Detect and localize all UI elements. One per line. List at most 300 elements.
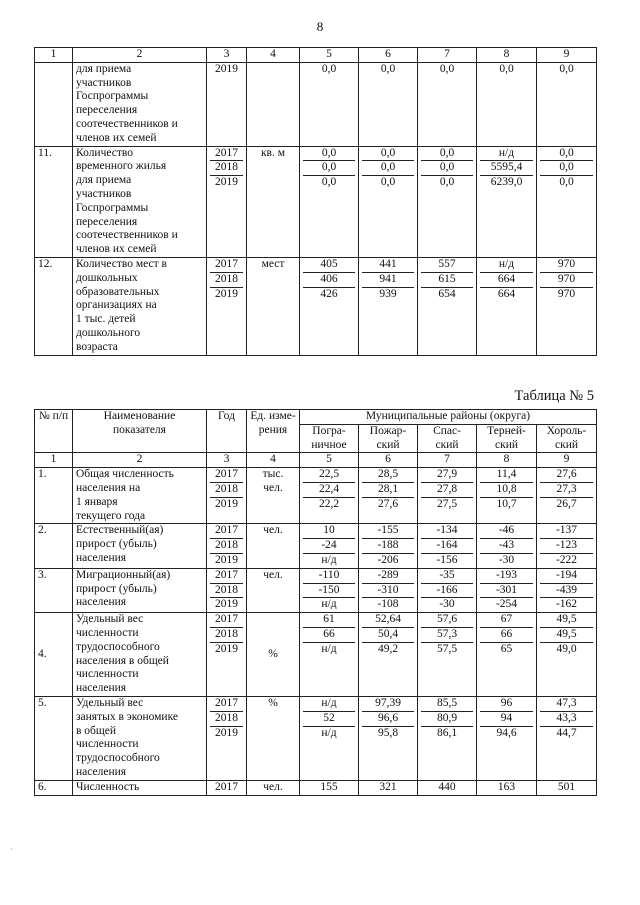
- value-cell-entry: -110: [318, 568, 340, 581]
- value-cell: [418, 62, 477, 146]
- header-district: Пожар- ский: [359, 424, 418, 453]
- value-cell-entry: 0,0: [421, 175, 473, 190]
- value-cell: [418, 146, 477, 257]
- value-cell-entry: 49,2: [362, 642, 414, 657]
- year-cell: [207, 257, 247, 355]
- year-cell: [207, 613, 247, 697]
- value-cell: [477, 613, 537, 697]
- value-cell-entry: 501: [557, 780, 576, 793]
- indicator-row: [35, 146, 597, 257]
- column-number: 8: [477, 48, 537, 63]
- value-cell-entry: 970: [540, 272, 593, 287]
- value-cell-entry: 50,4: [362, 627, 414, 642]
- value-cell-entry: н/д: [498, 146, 515, 159]
- value-cell-entry: 0,0: [303, 175, 355, 190]
- value-cell-entry: 11,4: [496, 468, 517, 481]
- value-cell-entry: 44,7: [540, 726, 593, 741]
- unit-cell: [247, 524, 300, 568]
- indicator-name-line: Госпрограммы: [76, 90, 149, 103]
- year-cell-entry: 2018: [210, 160, 243, 175]
- value-cell-entry: 22,2: [303, 497, 355, 512]
- indicator-name-line: Общая численность: [76, 468, 174, 481]
- value-cell-entry: н/д: [303, 597, 355, 612]
- value-cell: [537, 613, 597, 697]
- indicator-name-line: населения: [76, 596, 127, 609]
- value-cell-entry: 155: [320, 780, 338, 793]
- indicator-name: [73, 524, 207, 568]
- value-cell: [477, 524, 537, 568]
- value-cell-entry: 96,6: [362, 711, 414, 726]
- indicator-name-line: дошкольного: [76, 326, 141, 339]
- value-cell-entry: 61: [323, 613, 335, 626]
- year-cell-entry: 2019: [210, 642, 243, 657]
- unit-cell-line: чел.: [263, 568, 283, 581]
- value-cell-entry: 10,7: [480, 497, 533, 512]
- indicator-row: [35, 696, 597, 780]
- value-cell-entry: -194: [555, 568, 578, 581]
- value-cell-entry: 86,1: [421, 726, 473, 741]
- unit-cell: мест: [247, 257, 300, 355]
- indicator-name-line: возраста: [76, 340, 118, 353]
- value-cell-entry: 96: [500, 696, 513, 709]
- value-cell-entry: 95,8: [362, 726, 414, 741]
- indicator-name: [73, 62, 207, 146]
- value-cell-entry: -30: [421, 597, 473, 612]
- value-cell-entry: -30: [480, 553, 533, 568]
- column-number: 8: [477, 453, 537, 468]
- indicator-name-line: населения: [76, 765, 127, 778]
- continued-indicators-table: [34, 47, 597, 356]
- value-cell-entry: 426: [303, 287, 355, 302]
- year-cell-entry: 2019: [215, 62, 238, 75]
- year-cell-entry: 2018: [210, 583, 243, 598]
- year-cell: [207, 62, 247, 146]
- header-unit: Ед. изме- рения: [247, 410, 300, 453]
- value-cell: [418, 568, 477, 612]
- value-cell-entry: 441: [379, 257, 397, 270]
- value-cell: [359, 257, 418, 355]
- indicator-name-line: населения: [76, 551, 127, 564]
- year-cell-entry: 2018: [210, 272, 243, 287]
- unit-cell-line: чел.: [263, 524, 283, 537]
- value-cell-entry: 406: [303, 272, 355, 287]
- value-cell-entry: 0,0: [540, 175, 593, 190]
- year-cell: [207, 146, 247, 257]
- header-district: Терней- ский: [477, 424, 537, 453]
- unit-cell: [247, 613, 300, 697]
- indicator-name-line: Удельный вес: [76, 696, 144, 709]
- indicator-name-line: 1 тыс. детей: [76, 313, 136, 326]
- value-cell: [300, 613, 359, 697]
- value-cell-entry: 80,9: [421, 711, 473, 726]
- value-cell: [300, 696, 359, 780]
- indicator-name-line: переселения: [76, 104, 138, 117]
- value-cell-entry: -166: [421, 583, 473, 598]
- year-cell: [207, 468, 247, 524]
- value-cell-entry: н/д: [498, 257, 515, 270]
- value-cell: [537, 62, 597, 146]
- column-number: 9: [537, 48, 597, 63]
- value-cell-entry: 66: [480, 627, 533, 642]
- unit-cell: [247, 780, 300, 795]
- indicator-name-line: населения в общей: [76, 654, 169, 667]
- value-cell-entry: 440: [438, 780, 456, 793]
- value-cell-entry: 664: [480, 272, 533, 287]
- unit-cell: [247, 468, 300, 524]
- row-number: 4.: [35, 613, 73, 697]
- year-cell-entry: 2018: [210, 538, 243, 553]
- column-number: 9: [537, 453, 597, 468]
- value-cell-entry: 57,5: [421, 642, 473, 657]
- value-cell-entry: 43,3: [540, 711, 593, 726]
- value-cell-entry: 615: [421, 272, 473, 287]
- year-cell-entry: 2018: [210, 627, 243, 642]
- indicator-name-line: занятых в экономике: [76, 710, 178, 723]
- column-number-row: [35, 48, 597, 63]
- value-cell-entry: 57,6: [436, 613, 458, 626]
- value-cell: [300, 62, 359, 146]
- value-cell-entry: -134: [436, 524, 458, 537]
- value-cell-entry: -301: [480, 583, 533, 598]
- year-cell-entry: 2017: [215, 613, 238, 626]
- indicator-name: [73, 780, 207, 795]
- value-cell-entry: -206: [362, 553, 414, 568]
- indicator-name-line: численности: [76, 738, 139, 751]
- indicator-name-line: соотечественников и: [76, 117, 178, 130]
- value-cell-entry: 22,4: [303, 482, 355, 497]
- column-number: 6: [359, 453, 418, 468]
- value-cell-entry: 321: [379, 780, 397, 793]
- indicator-name-line: Миграционный(ая): [76, 568, 171, 581]
- indicator-name-line: членов их семей: [76, 243, 157, 256]
- value-cell-entry: 28,1: [362, 482, 414, 497]
- value-cell-entry: 65: [480, 642, 533, 657]
- value-cell-entry: н/д: [303, 726, 355, 741]
- row-number: 5.: [35, 696, 73, 780]
- header-name: Наименование показателя: [73, 410, 207, 453]
- value-cell: [359, 613, 418, 697]
- year-cell-entry: 2019: [210, 175, 243, 190]
- value-cell-entry: 0,0: [421, 160, 473, 175]
- value-cell-entry: 654: [421, 287, 473, 302]
- column-number: 3: [207, 48, 247, 63]
- year-cell-entry: 2017: [215, 696, 238, 709]
- indicator-name: [73, 568, 207, 612]
- value-cell: [300, 257, 359, 355]
- value-cell-entry: -289: [377, 568, 399, 581]
- value-cell-entry: -137: [555, 524, 578, 537]
- indicator-name-line: Удельный вес: [76, 613, 144, 626]
- year-cell-entry: 2018: [210, 711, 243, 726]
- indicator-name: [73, 257, 207, 355]
- indicator-name-line: населения: [76, 682, 127, 695]
- value-cell: [418, 257, 477, 355]
- value-cell: [477, 568, 537, 612]
- indicator-name: [73, 696, 207, 780]
- value-cell: [418, 780, 477, 795]
- column-number: 3: [207, 453, 247, 468]
- indicator-name-line: Количество: [76, 146, 133, 159]
- header-district: Хороль- ский: [537, 424, 597, 453]
- indicator-name-line: участников: [76, 76, 132, 89]
- value-cell-entry: 939: [362, 287, 414, 302]
- value-cell-entry: 0,0: [321, 146, 337, 159]
- value-cell-entry: 27,8: [421, 482, 473, 497]
- year-cell-entry: 2017: [215, 257, 238, 270]
- unit-cell: [247, 62, 300, 146]
- scan-mark: ·: [10, 845, 13, 854]
- value-cell-entry: 0,0: [540, 160, 593, 175]
- value-cell-entry: 52: [303, 711, 355, 726]
- value-cell-entry: 49,5: [556, 613, 577, 626]
- year-cell-entry: 2017: [215, 468, 238, 481]
- indicator-row: [35, 468, 597, 524]
- header-districts-group: Муниципальные районы (округа): [300, 410, 597, 425]
- indicator-name-line: членов их семей: [76, 131, 157, 144]
- value-cell-entry: 970: [557, 257, 576, 270]
- unit-cell: [247, 696, 300, 780]
- value-cell: [300, 568, 359, 612]
- value-cell: [537, 696, 597, 780]
- value-cell-entry: -254: [480, 597, 533, 612]
- indicator-name-line: организациях на: [76, 299, 157, 312]
- value-cell-entry: 47,3: [556, 696, 577, 709]
- indicator-name: [73, 146, 207, 257]
- value-cell-entry: 0,0: [559, 62, 574, 75]
- value-cell-entry: 0,0: [362, 175, 414, 190]
- value-cell-entry: 0,0: [499, 62, 514, 75]
- row-number: 6.: [35, 780, 73, 795]
- value-cell: [300, 146, 359, 257]
- column-number: 1: [35, 48, 73, 63]
- column-number: 6: [359, 48, 418, 63]
- value-cell-entry: 664: [480, 287, 533, 302]
- header-year: Год: [207, 410, 247, 453]
- value-cell: [477, 468, 537, 524]
- value-cell-entry: 57,3: [421, 627, 473, 642]
- year-cell-entry: 2017: [215, 524, 238, 537]
- value-cell: [359, 524, 418, 568]
- value-cell-entry: 27,9: [436, 468, 458, 481]
- value-cell-entry: 0,0: [439, 62, 455, 75]
- indicator-row: [35, 780, 597, 795]
- value-cell-entry: 0,0: [559, 146, 574, 159]
- value-cell-entry: -35: [439, 568, 455, 581]
- value-cell-entry: 27,6: [362, 497, 414, 512]
- indicator-row: [35, 257, 597, 355]
- indicator-row: [35, 613, 597, 697]
- value-cell: [300, 524, 359, 568]
- value-cell: [300, 780, 359, 795]
- indicator-name-line: участников: [76, 187, 132, 200]
- value-cell-entry: 6239,0: [480, 175, 533, 190]
- year-cell-entry: 2017: [215, 568, 238, 581]
- column-number: 4: [247, 453, 300, 468]
- unit-cell: [247, 568, 300, 612]
- header-district: Спас- ский: [418, 424, 477, 453]
- page-number: 8: [316, 19, 324, 34]
- value-cell: [359, 568, 418, 612]
- value-cell-entry: 0,0: [362, 160, 414, 175]
- year-cell: [207, 696, 247, 780]
- value-cell: [418, 613, 477, 697]
- unit-cell-line: %: [268, 647, 278, 660]
- indicator-name-line: дошкольных: [76, 271, 138, 284]
- value-cell: [537, 524, 597, 568]
- value-cell-entry: -156: [421, 553, 473, 568]
- value-cell-entry: 10,8: [480, 482, 533, 497]
- value-cell-entry: 0,0: [439, 146, 455, 159]
- value-cell-entry: 941: [362, 272, 414, 287]
- indicator-name-line: соотечественников и: [76, 229, 178, 242]
- unit-cell: кв. м: [247, 146, 300, 257]
- indicator-name-line: в общей: [76, 724, 117, 737]
- value-cell-entry: 27,5: [421, 497, 473, 512]
- column-number: 7: [418, 453, 477, 468]
- year-cell-entry: 2018: [210, 482, 243, 497]
- value-cell-entry: 49,5: [540, 627, 593, 642]
- year-cell-entry: 2017: [215, 780, 238, 793]
- value-cell: [477, 146, 537, 257]
- value-cell: [418, 468, 477, 524]
- row-number: 12.: [35, 257, 73, 355]
- value-cell-entry: 66: [303, 627, 355, 642]
- value-cell-entry: 49,0: [540, 642, 593, 657]
- column-number: 5: [300, 453, 359, 468]
- value-cell: [537, 780, 597, 795]
- indicator-name-line: трудоспособного: [76, 752, 160, 765]
- row-number: 3.: [35, 568, 73, 612]
- value-cell: [477, 257, 537, 355]
- year-cell: [207, 568, 247, 612]
- value-cell-entry: 94: [480, 711, 533, 726]
- column-number: 2: [73, 453, 207, 468]
- value-cell-entry: -162: [540, 597, 593, 612]
- indicator-name-line: Количество мест в: [76, 257, 167, 270]
- column-number: 4: [247, 48, 300, 63]
- value-cell: [537, 468, 597, 524]
- year-cell: [207, 524, 247, 568]
- value-cell-entry: 67: [500, 613, 513, 626]
- value-cell-entry: -222: [540, 553, 593, 568]
- value-cell-entry: -46: [498, 524, 515, 537]
- value-cell: [477, 696, 537, 780]
- indicator-name-line: населения на: [76, 481, 141, 494]
- row-number: 1.: [35, 468, 73, 524]
- value-cell-entry: 970: [540, 287, 593, 302]
- indicator-name-line: прирост (убыль): [76, 582, 157, 595]
- value-cell-entry: 97,39: [375, 696, 401, 709]
- indicator-name-line: Госпрограммы: [76, 201, 149, 214]
- indicator-name-line: образовательных: [76, 285, 160, 298]
- indicator-name-line: численности: [76, 626, 139, 639]
- value-cell-entry: -188: [362, 538, 414, 553]
- indicator-name-line: для приема: [76, 174, 132, 187]
- indicator-name-line: для приема: [76, 62, 132, 75]
- row-number: 2.: [35, 524, 73, 568]
- year-cell-entry: 2019: [210, 597, 243, 612]
- column-number-row: [35, 453, 597, 468]
- header-no: № п/п: [35, 410, 73, 453]
- header-district: Погра- ничное: [300, 424, 359, 453]
- value-cell-entry: -439: [540, 583, 593, 598]
- value-cell-entry: -193: [495, 568, 518, 581]
- value-cell: [359, 780, 418, 795]
- value-cell: [359, 696, 418, 780]
- indicator-name-line: переселения: [76, 215, 138, 228]
- unit-cell-line: тыс.: [262, 468, 284, 481]
- year-cell-entry: 2019: [210, 553, 243, 568]
- value-cell: [477, 780, 537, 795]
- column-number: 2: [73, 48, 207, 63]
- year-cell-entry: 2017: [215, 146, 238, 159]
- indicator-row: [35, 568, 597, 612]
- value-cell-entry: н/д: [303, 553, 355, 568]
- indicator-row: [35, 524, 597, 568]
- value-cell-entry: -155: [377, 524, 399, 537]
- indicator-name-line: 1 января: [76, 495, 118, 508]
- value-cell-entry: н/д: [321, 696, 337, 709]
- value-cell-entry: 94,6: [480, 726, 533, 741]
- value-cell: [537, 257, 597, 355]
- indicator-name-line: текущего года: [76, 509, 146, 522]
- value-cell-entry: -24: [303, 538, 355, 553]
- indicator-row: [35, 62, 597, 146]
- year-cell-entry: 2019: [210, 287, 243, 302]
- value-cell-entry: 557: [438, 257, 456, 270]
- value-cell-entry: 28,5: [377, 468, 399, 481]
- year-cell-entry: 2019: [210, 726, 243, 741]
- value-cell: [359, 468, 418, 524]
- row-number: [35, 62, 73, 146]
- value-cell-entry: -108: [362, 597, 414, 612]
- unit-cell-line: чел.: [263, 481, 283, 494]
- column-number: 5: [300, 48, 359, 63]
- value-cell-entry: 0,0: [303, 160, 355, 175]
- header-row: [35, 410, 597, 425]
- indicator-name-line: численности: [76, 668, 139, 681]
- districts-indicators-table: [34, 409, 597, 796]
- indicator-name: [73, 468, 207, 524]
- value-cell: [418, 696, 477, 780]
- value-cell-entry: 163: [497, 780, 516, 793]
- indicator-name-line: прирост (убыль): [76, 538, 157, 551]
- value-cell: [300, 468, 359, 524]
- value-cell-entry: -164: [421, 538, 473, 553]
- value-cell: [359, 146, 418, 257]
- indicator-name-line: Численность: [76, 780, 140, 793]
- column-number: 1: [35, 453, 73, 468]
- value-cell: [477, 62, 537, 146]
- indicator-name-line: временного жилья: [76, 160, 167, 173]
- indicator-name: [73, 613, 207, 697]
- value-cell-entry: 5595,4: [480, 160, 533, 175]
- value-cell-entry: 52,64: [375, 613, 401, 626]
- value-cell-entry: 10: [323, 524, 335, 537]
- value-cell: [418, 524, 477, 568]
- year-cell: [207, 780, 247, 795]
- value-cell-entry: 27,6: [556, 468, 577, 481]
- value-cell: [537, 568, 597, 612]
- value-cell-entry: 0,0: [321, 62, 337, 75]
- value-cell: [359, 62, 418, 146]
- indicator-name-line: Естественный(ая): [76, 524, 164, 537]
- value-cell-entry: 0,0: [380, 62, 396, 75]
- value-cell-entry: -310: [362, 583, 414, 598]
- indicator-name-line: трудоспособного: [76, 640, 160, 653]
- value-cell-entry: -43: [480, 538, 533, 553]
- unit-cell-line: чел.: [263, 780, 283, 793]
